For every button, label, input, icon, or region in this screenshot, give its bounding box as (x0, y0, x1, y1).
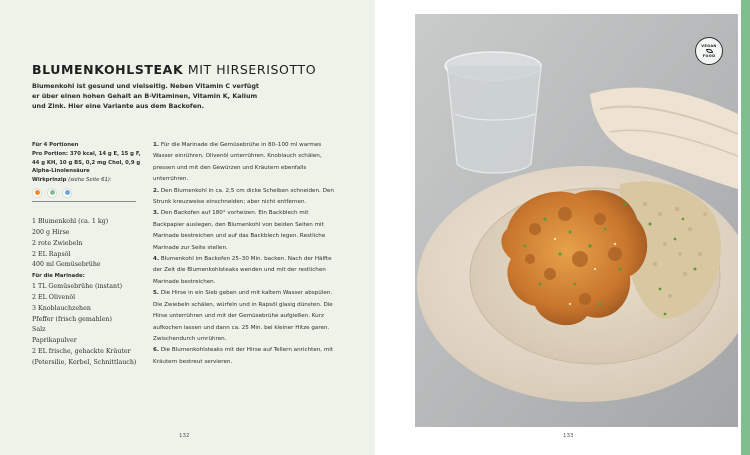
ingredient: 2 rote Zwiebeln (32, 239, 83, 247)
step-text: Den Backofen auf 180° vorheizen. Ein Backblech mit Backpapier auslegen, den Blumenkohl von beiden Seiten mit Marinade bestreichen und auf das Backblech legen. Restliche Marinade zur Seite stellen. (153, 210, 326, 251)
nutrition: Pro Portion: 370 kcal, 14 g E, 15 g F, 44 g KH, 10 g BS, 0,2 mg Chol, 0,9 g Alpha-Linolensäure (32, 150, 141, 175)
step-text: Für die Marinade die Gemüsebrühe in 80–100 ml warmes Wasser einrühren, Olivenöl unterrühren. Knoblauch schälen, pressen und mit den Gewürzen und Kräutern ebenfalls unterrühren. (153, 142, 322, 183)
green-page-edge (741, 0, 750, 455)
marinade-ingredient: Paprikapulver (32, 337, 77, 345)
marinade-ingredient: 1 TL Gemüsebrühe (instant) (32, 283, 123, 291)
title-light: MIT HIRSERISOTTO (187, 62, 317, 77)
recipe-title (32, 62, 316, 77)
leaf-icon (706, 49, 713, 53)
step (153, 288, 339, 345)
page-number-left: 132 (179, 433, 190, 439)
title-bold: BLUMENKOHLSTEAK (32, 62, 184, 77)
step-number: 1. (153, 142, 160, 148)
step-text: Die Blumenkohlsteaks mit der Hirse auf Tellern anrichten, mit Kräutern bestreut servieren. (153, 347, 334, 365)
principle-icons (32, 188, 144, 198)
step-text: Blumenkohl im Backofen 25–30 Min. backen. Nach der Hälfte der Zeit die Blumenkohlsteaks wenden und mit der restlichen Marinade bestreichen. (153, 256, 332, 285)
step (153, 140, 339, 186)
step-text: Die Hirse in ein Sieb geben und mit kaltem Wasser abspülen. Die Zwiebeln schälen, würfeln und in Rapsöl glasig dünsten. Die Hirse unterrühren und mit der Gemüsebrühe aufgießen. Kurz aufkochen lassen und dann ca. 25 Min. bei kleiner Hitze garen. Zwischendurch umrühren. (153, 290, 333, 342)
instructions (153, 140, 339, 368)
step-text: Den Blumenkohl in ca. 2,5 cm dicke Scheiben schneiden. Den Strunk kreuzweise einschneiden; aber nicht entfernen. (153, 187, 334, 206)
recipe-meta (32, 141, 144, 202)
marinade-ingredient: Salz (32, 326, 46, 334)
recipe-intro: Blumenkohl ist gesund und vielseitig. Neben Vitamin C verfügt er über einen hohen Gehalt an B-Vitaminen, Vitamin K, Kalium und Zink. Hier eine Variante aus dem Backofen. (32, 82, 259, 110)
step-number: 3. (153, 210, 160, 217)
step (153, 345, 339, 368)
food-photo (415, 14, 738, 427)
orange-dot-icon (32, 188, 42, 198)
step-number: 6. (153, 347, 160, 354)
green-dot-icon (47, 188, 57, 198)
blue-dot-icon (62, 188, 72, 198)
marinade-ingredient: Pfeffer (frisch gemahlen) (32, 315, 112, 323)
marinade-ingredient: 2 EL Olivenöl (32, 293, 76, 301)
principle-ref: (siehe Seite 61): (68, 177, 112, 184)
step-number: 4. (153, 256, 160, 263)
ingredient: 1 Blumenkohl (ca. 1 kg) (32, 218, 109, 225)
marinade-ingredient: 3 Knoblauchzehen (32, 304, 91, 312)
step-number: 5. (153, 290, 160, 297)
portions: Für 4 Portionen (32, 142, 79, 148)
ingredient: 200 g Hirse (32, 228, 70, 236)
ingredient: 400 ml Gemüsebrühe (32, 261, 101, 269)
ingredients-list (32, 217, 147, 369)
principle-label: Wirkprinzip (32, 177, 67, 184)
vegan-food-badge (695, 37, 723, 65)
marinade-ingredient: (Petersilie, Kerbel, Schnittlauch) (32, 358, 137, 366)
marinade-label: Für die Marinade: (32, 273, 85, 280)
step-number: 2. (153, 187, 160, 194)
badge-bottom-text: FOOD (702, 53, 716, 58)
ingredient: 2 EL Rapsöl (32, 250, 71, 258)
page-number-right: 133 (563, 433, 574, 439)
marinade-ingredient: 2 EL frische, gehackte Kräuter (32, 348, 131, 356)
step (153, 254, 339, 288)
principle (32, 176, 144, 185)
step (153, 186, 339, 209)
step (153, 208, 339, 254)
badge-top-text: VEGAN (701, 43, 717, 48)
divider (32, 201, 136, 202)
